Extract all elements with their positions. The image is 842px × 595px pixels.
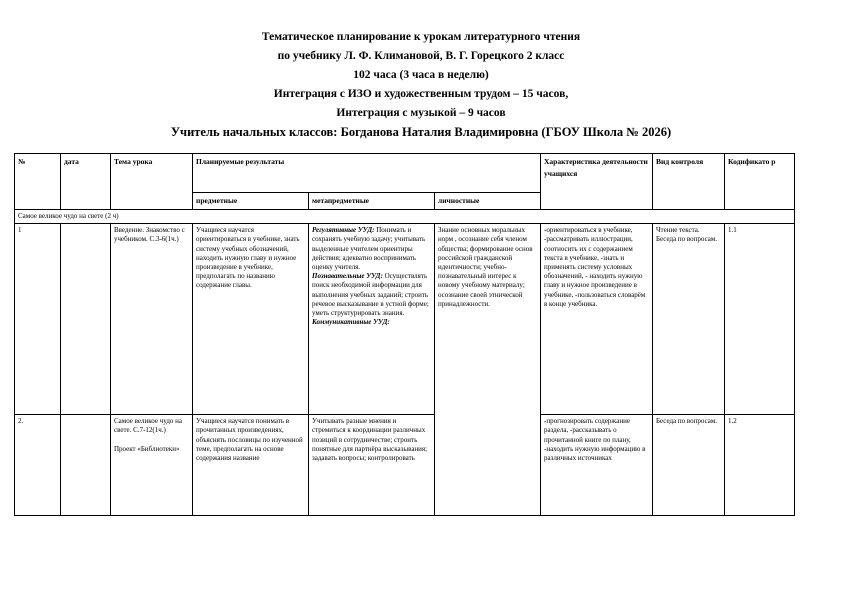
table-header-row	[15, 154, 795, 193]
table-row	[15, 224, 795, 415]
subcol-metasubject-header: метапредметные	[309, 193, 435, 210]
title-line-3: 102 часа (3 часа в неделю)	[353, 69, 489, 81]
row-personal-results: Знание основных моральных норм , осознание себя членом общества; формирование основ российской гражданской идентичности; учебно-познавательный интерес к новому учебному материалу; осознание своей этнической принадлежности.	[435, 224, 541, 516]
row-characteristics: -прогнозировать содержание раздела, -рассказывать о прочитанной книге по плану, -находить нужную информацию в различных источниках	[541, 415, 653, 516]
cognitive-title: Познавательные УУД:	[312, 272, 383, 281]
row-date	[61, 224, 111, 415]
col-planned-header: Планируемые результаты	[193, 154, 541, 193]
row-subject-results: Учащиеся научатся понимать в прочитанных произведениях, объяснять пословицы по изученной теме, предполагать на основе содержания название	[193, 415, 309, 516]
topic-project: Проект «Библиотеки»	[114, 444, 180, 453]
row-num: 1	[15, 224, 61, 415]
title-line-1: Тематическое планирование к урокам литературного чтения	[261, 31, 581, 43]
topic-text: Самое великое чудо на свете. С.7-12(1ч.)	[114, 417, 182, 435]
row-metasubject-results	[309, 224, 435, 415]
communicative-title: Коммуникативные УУД:	[312, 318, 390, 327]
teacher-line: Учитель начальных классов: Богданова Наталия Владимировна (ГБОУ Школа № 2026)	[170, 125, 672, 139]
subcol-subject-header: предметные	[193, 193, 309, 210]
cognitive-text: Осуществлять поиск необходимой информации для выполнения учебных заданий; строить речевое высказывание в устной форме; уметь структурировать знания.	[312, 272, 429, 318]
row-num: 2.	[15, 415, 61, 516]
row-metasubject-results: Учитывать разные мнения и стремиться к координации различных позиций в сотрудничестве; строить понятные для партнёра высказывания; задавать вопросы; контролировать	[309, 415, 435, 516]
regulative-title: Регулятивные УУД:	[312, 226, 375, 235]
col-num-header: №	[15, 154, 61, 210]
planning-table	[14, 153, 795, 516]
col-characteristics-header: Характеристика деятельности учащихся	[541, 154, 653, 210]
section-row	[15, 210, 795, 224]
row-characteristics: -ориентироваться в учебнике, -рассматривать иллюстрации, соотносить их с содержанием текста в учебнике, -знать и применять систему условных обозначений, - находить нужную главу и нужное произведение в учебнике, -пользоваться словарём в конце учебника.	[541, 224, 653, 415]
row-control: Беседа по вопросам.	[653, 415, 725, 516]
row-date	[61, 415, 111, 516]
row-codifier: 1.2	[725, 415, 795, 516]
row-control: Чтение текста. Беседа по вопросам.	[653, 224, 725, 415]
table-row	[15, 415, 795, 516]
section-title: Самое великое чудо на свете (2 ч)	[15, 210, 795, 224]
document-header	[0, 28, 842, 142]
subcol-personal-header: личностные	[435, 193, 541, 210]
title-line-4: Интеграция с ИЗО и художественным трудом – 15 часов,	[273, 88, 569, 100]
col-control-header: Вид контроля	[653, 154, 725, 210]
row-subject-results: Учащиеся научатся ориентироваться в учебнике, знать систему учебных обозначений, находить нужную главу и нужное произведение в учебнике, предполагать по названию содержание главы.	[193, 224, 309, 415]
title-line-5: Интеграция с музыкой – 9 часов	[336, 107, 506, 119]
row-codifier: 1.1	[725, 224, 795, 415]
col-codifier-header: Кодификато р	[725, 154, 795, 210]
regulative-text: Понимать и сохранять учебную задачу; учитывать выделенные учителем ориентиры действия; адекватно воспринимать оценку учителя.	[312, 226, 426, 272]
title-line-2: по учебнику Л. Ф. Климановой, В. Г. Горецкого 2 класс	[277, 50, 565, 62]
row-topic: Введение. Знакомство с учебником. С.3-6(1ч.)	[111, 224, 193, 415]
col-topic-header: Тема урока	[111, 154, 193, 210]
row-topic	[111, 415, 193, 516]
col-date-header: дата	[61, 154, 111, 210]
